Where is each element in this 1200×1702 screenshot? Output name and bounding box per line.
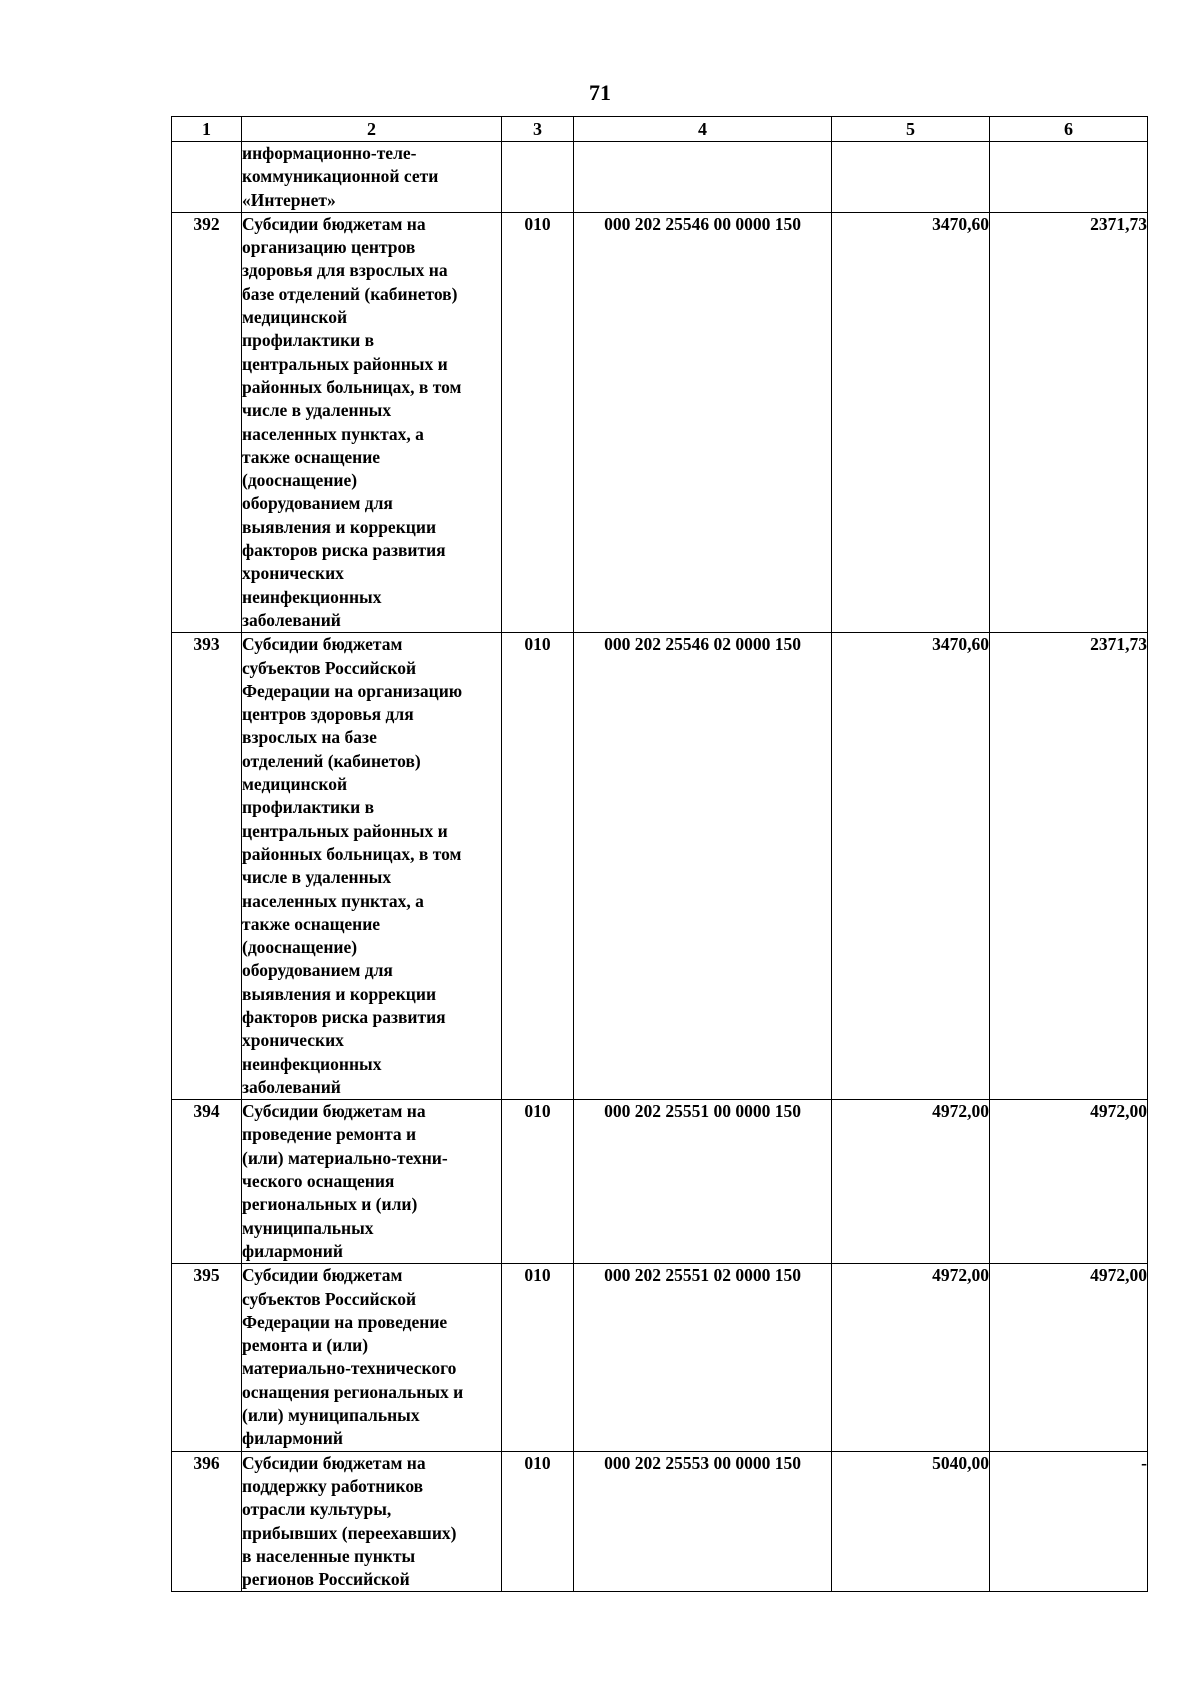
row-name-line: выявления и коррекции xyxy=(242,983,437,1004)
row-actual-amount: 4972,00 xyxy=(990,1264,1148,1451)
row-classification-code: 000 202 25551 02 0000 150 xyxy=(574,1264,832,1451)
row-name-line: районных больницах, в том xyxy=(242,376,462,397)
row-name-line: населенных пунктах, а xyxy=(242,423,424,444)
row-number: 395 xyxy=(172,1264,242,1451)
row-name-line: неинфекционных xyxy=(242,1053,382,1074)
row-name-line: районных больницах, в том xyxy=(242,843,462,864)
row-number: 394 xyxy=(172,1100,242,1264)
row-actual-amount: 4972,00 xyxy=(990,1100,1148,1264)
table-row xyxy=(172,1451,1148,1592)
row-name-line: числе в удаленных xyxy=(242,400,392,421)
row-name-line: Субсидии бюджетам xyxy=(242,634,403,655)
row-admin-code: 010 xyxy=(502,1451,574,1592)
row-name-line: «Интернет» xyxy=(242,189,336,210)
header-row xyxy=(172,117,1148,142)
row-name-line: (дооснащение) xyxy=(242,937,358,958)
header-col-3: 3 xyxy=(502,117,574,142)
row-name-line: заболеваний xyxy=(242,609,341,630)
row-name xyxy=(242,212,502,632)
row-name-line: (или) муниципальных xyxy=(242,1405,420,1426)
row-actual-amount xyxy=(990,142,1148,213)
row-number: 396 xyxy=(172,1451,242,1592)
row-name-line: ческого оснащения xyxy=(242,1171,395,1192)
row-planned-amount xyxy=(832,142,990,213)
row-name-line: также оснащение xyxy=(242,913,381,934)
row-name-line: медицинской xyxy=(242,307,348,328)
row-name-line: факторов риска развития xyxy=(242,540,446,561)
row-name-line: (или) материально-техни- xyxy=(242,1147,448,1168)
row-name-line: оборудованием для xyxy=(242,493,393,514)
row-actual-amount: 2371,73 xyxy=(990,633,1148,1100)
page-number: 71 xyxy=(589,80,611,105)
table-row xyxy=(172,633,1148,1100)
row-name-line: заболеваний xyxy=(242,1076,341,1097)
row-name-line: филармоний xyxy=(242,1428,343,1449)
row-name-line: Субсидии бюджетам на xyxy=(242,213,426,234)
row-name-line: проведение ремонта и xyxy=(242,1124,417,1145)
row-name-line: коммуникационной сети xyxy=(242,166,439,187)
row-name xyxy=(242,1100,502,1264)
row-admin-code: 010 xyxy=(502,1100,574,1264)
row-name-line: Федерации на проведение xyxy=(242,1311,448,1332)
header-col-2: 2 xyxy=(242,117,502,142)
row-admin-code xyxy=(502,142,574,213)
row-name-line: в населенные пункты xyxy=(242,1545,416,1566)
row-planned-amount: 5040,00 xyxy=(832,1451,990,1592)
row-classification-code: 000 202 25551 00 0000 150 xyxy=(574,1100,832,1264)
row-name-line: центральных районных и xyxy=(242,353,448,374)
row-classification-code: 000 202 25546 02 0000 150 xyxy=(574,633,832,1100)
row-number: 392 xyxy=(172,212,242,632)
row-planned-amount: 3470,60 xyxy=(832,212,990,632)
row-name-line: прибывших (переехавших) xyxy=(242,1522,457,1543)
row-name xyxy=(242,1264,502,1451)
row-name-line: (дооснащение) xyxy=(242,470,358,491)
row-planned-amount: 4972,00 xyxy=(832,1264,990,1451)
row-name-line: выявления и коррекции xyxy=(242,516,437,537)
row-name-line: центров здоровья для xyxy=(242,704,414,725)
row-planned-amount: 4972,00 xyxy=(832,1100,990,1264)
row-name xyxy=(242,633,502,1100)
row-number: 393 xyxy=(172,633,242,1100)
row-name-line: Субсидии бюджетам на xyxy=(242,1101,426,1122)
row-name-line: Субсидии бюджетам на xyxy=(242,1452,426,1473)
header-col-6: 6 xyxy=(990,117,1148,142)
row-number xyxy=(172,142,242,213)
table-row xyxy=(172,212,1148,632)
row-name-line: регионов Российской xyxy=(242,1569,410,1590)
row-name-line: базе отделений (кабинетов) xyxy=(242,283,458,304)
row-name-line: ремонта и (или) xyxy=(242,1335,369,1356)
row-planned-amount: 3470,60 xyxy=(832,633,990,1100)
row-name-line: филармоний xyxy=(242,1240,343,1261)
row-classification-code: 000 202 25553 00 0000 150 xyxy=(574,1451,832,1592)
row-name-line: центральных районных и xyxy=(242,820,448,841)
row-name-line: информационно-теле- xyxy=(242,143,417,163)
row-name-line: факторов риска развития xyxy=(242,1006,446,1027)
budget-table xyxy=(171,116,1148,1592)
row-name-line: муниципальных xyxy=(242,1217,374,1238)
header-col-4: 4 xyxy=(574,117,832,142)
table-row xyxy=(172,142,1148,213)
row-name-line: неинфекционных xyxy=(242,586,382,607)
row-name-line: отрасли культуры, xyxy=(242,1499,392,1520)
row-name-line: поддержку работников xyxy=(242,1475,424,1496)
row-name-line: взрослых на базе xyxy=(242,727,377,748)
table-row xyxy=(172,1100,1148,1264)
row-name-line: хронических xyxy=(242,563,344,584)
row-name-line: числе в удаленных xyxy=(242,867,392,888)
row-classification-code xyxy=(574,142,832,213)
row-name-line: медицинской xyxy=(242,774,348,795)
row-name-line: населенных пунктах, а xyxy=(242,890,424,911)
row-name-line: также оснащение xyxy=(242,446,381,467)
table-body xyxy=(172,142,1148,1592)
header-col-1: 1 xyxy=(172,117,242,142)
row-name-line: Субсидии бюджетам xyxy=(242,1265,403,1286)
header-col-5: 5 xyxy=(832,117,990,142)
row-name-line: Федерации на организацию xyxy=(242,680,463,701)
row-name-line: профилактики в xyxy=(242,797,375,818)
row-admin-code: 010 xyxy=(502,212,574,632)
row-name xyxy=(242,142,502,213)
row-name-line: субъектов Российской xyxy=(242,1288,417,1309)
row-name-line: хронических xyxy=(242,1030,344,1051)
row-name-line: здоровья для взрослых на xyxy=(242,260,448,281)
row-name-line: оборудованием для xyxy=(242,960,393,981)
row-name xyxy=(242,1451,502,1592)
row-name-line: субъектов Российской xyxy=(242,657,417,678)
row-name-line: оснащения региональных и xyxy=(242,1381,464,1402)
row-name-line: отделений (кабинетов) xyxy=(242,750,421,771)
table-row xyxy=(172,1264,1148,1451)
row-classification-code: 000 202 25546 00 0000 150 xyxy=(574,212,832,632)
row-actual-amount: 2371,73 xyxy=(990,212,1148,632)
row-actual-amount: - xyxy=(990,1451,1148,1592)
row-name-line: профилактики в xyxy=(242,330,375,351)
row-admin-code: 010 xyxy=(502,1264,574,1451)
table-header xyxy=(172,117,1148,142)
row-name-line: материально-технического xyxy=(242,1358,457,1379)
row-name-line: региональных и (или) xyxy=(242,1194,418,1215)
row-name-line: организацию центров xyxy=(242,237,416,258)
row-admin-code: 010 xyxy=(502,633,574,1100)
